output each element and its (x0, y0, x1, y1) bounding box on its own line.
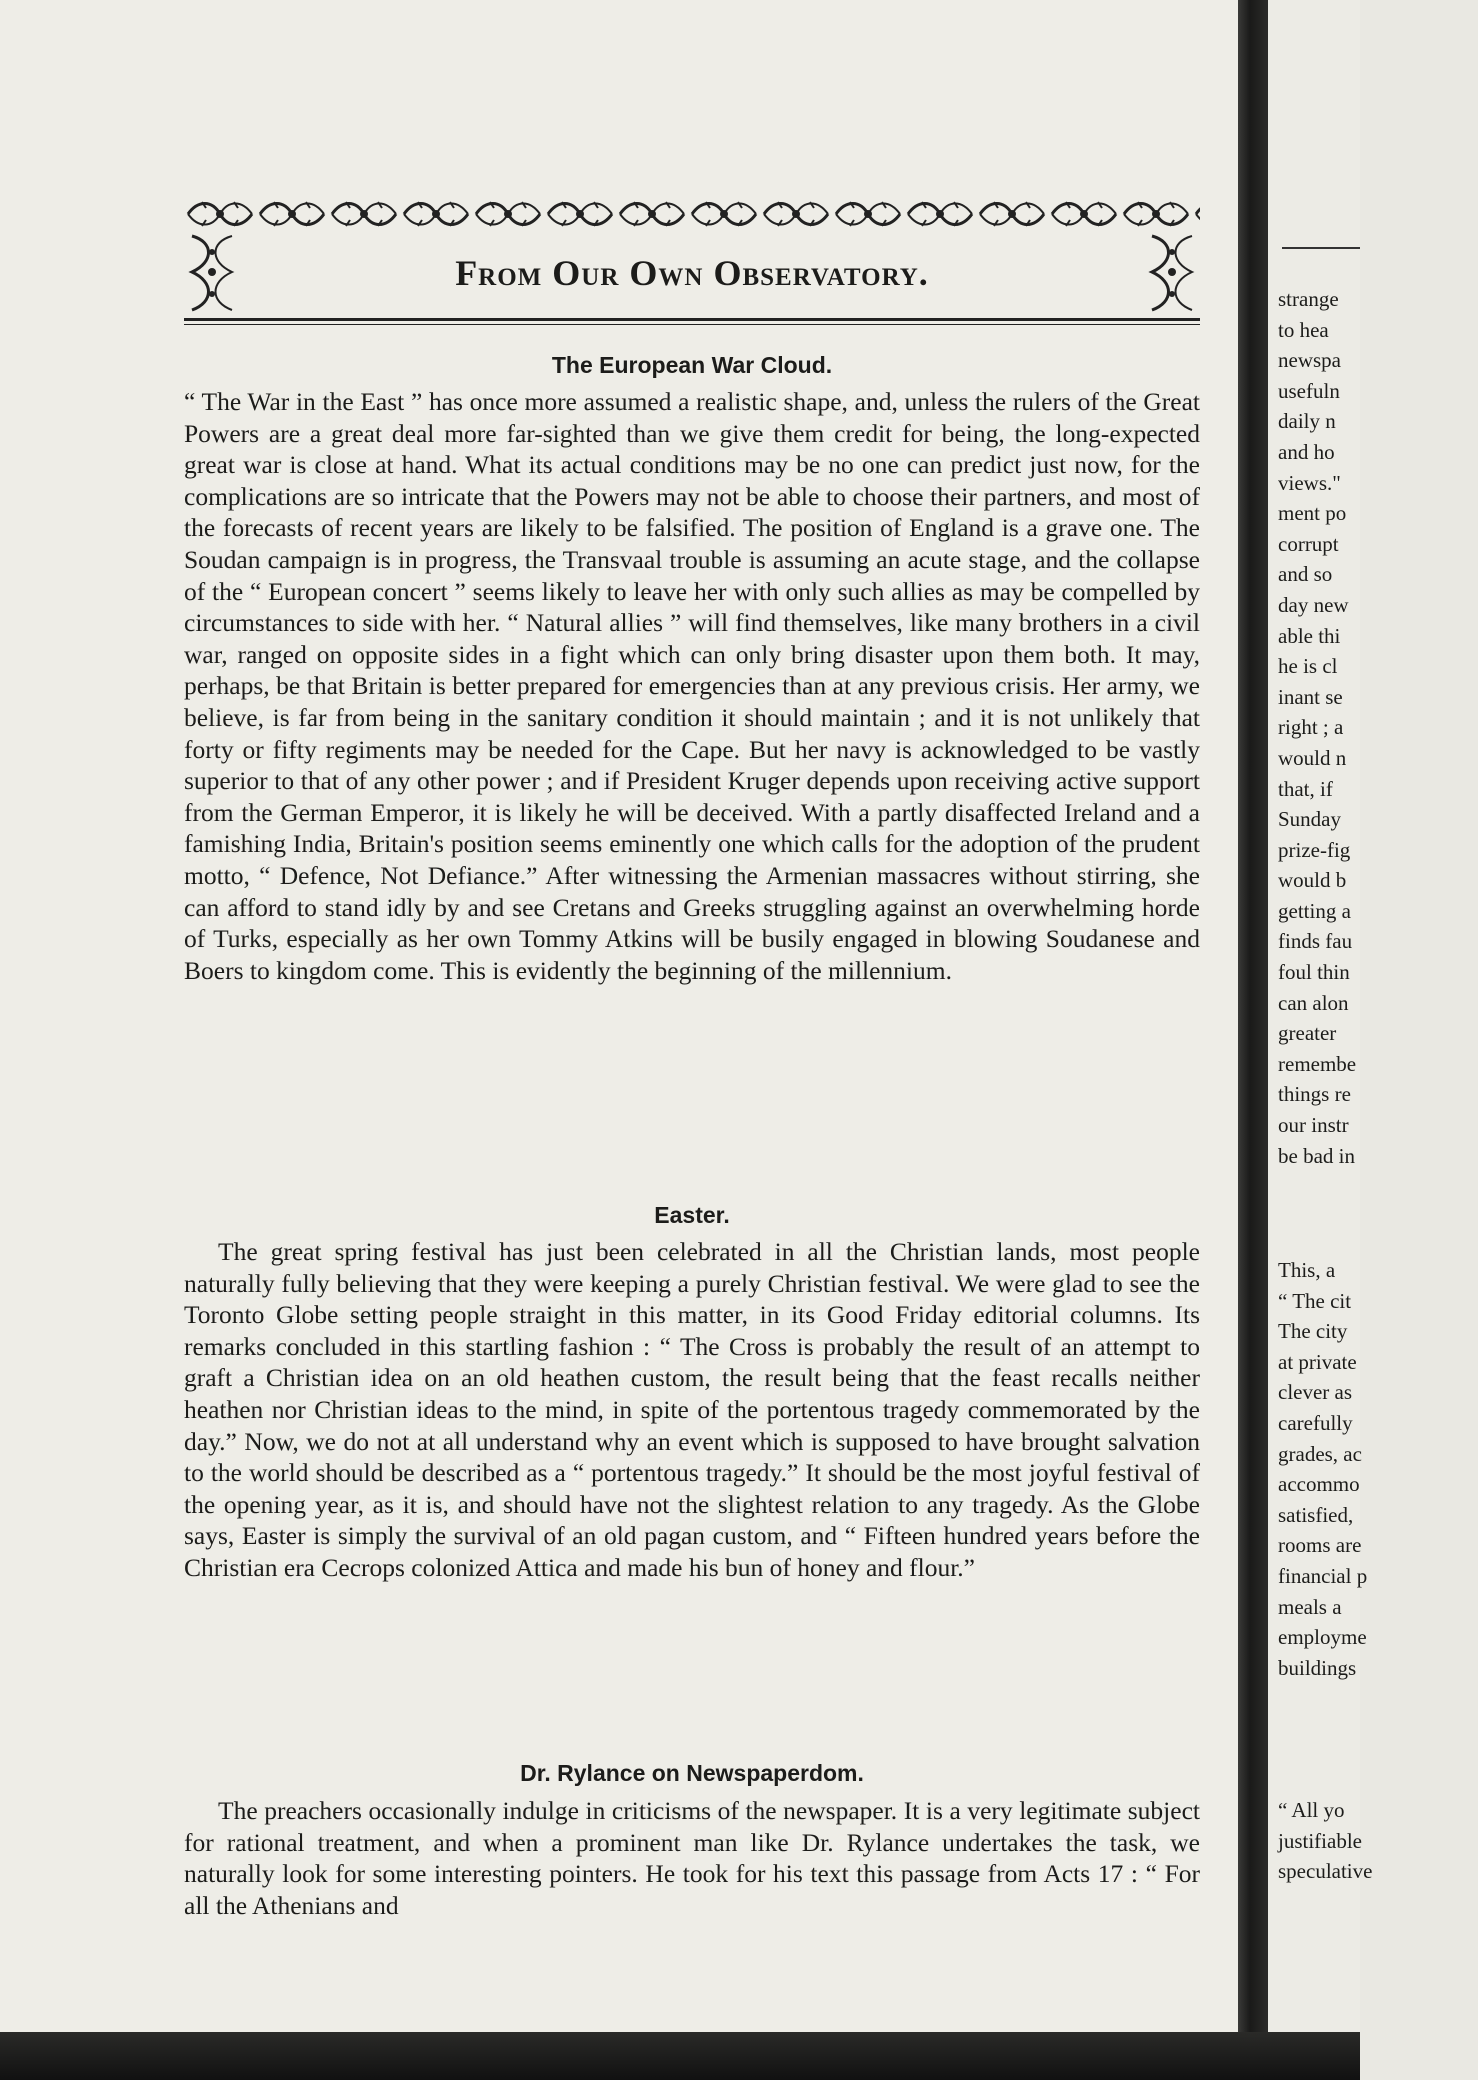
right-page-line: greater (1278, 1021, 1337, 1046)
section-heading-easter: Easter. (654, 1202, 730, 1228)
right-page-line: finds fau (1278, 929, 1353, 954)
paragraph: The great spring festival has just been celebrated in all the Christian lands, most people naturally fully believing that they were keeping a purely Christian festival. We were glad to see the Toronto Globe setting people straight in this matter, in its Good Friday editorial columns. Its remarks concluded in this startling fashion : “ The Cross is probably the result of an attempt to graft a Christian idea on an old heathen custom, the result being that the feast recalls neither heathen nor Christian ideas to the mind, in spite of the portentous tragedy commemorated by the day.” Now, we do not at all understand why an event which is supposed to have brought salvation to the world should be described as a “ portentous tragedy.” It should be the most joyful festival of the opening year, as it is, and should have not the slightest relation to any tragedy. As the Globe says, Easter is simply the survival of an old pagan custom, and “ Fifteen hundred years before the Christian era Cecrops colonized Attica and made his bun of honey and flour.” (184, 1237, 1200, 1582)
book-spine (1238, 0, 1268, 2080)
right-page-line: things re (1278, 1082, 1351, 1107)
right-page-rule (1282, 247, 1360, 249)
header-rule (184, 318, 1200, 321)
right-page-line: daily n (1278, 409, 1336, 434)
article-paragraph-war-cloud (184, 386, 1200, 986)
article-paragraph-rylance (184, 1795, 1200, 1921)
right-page-line: foul thin (1278, 960, 1350, 985)
right-page-line: can alon (1278, 990, 1349, 1015)
paragraph: The preachers occasionally indulge in criticisms of the newspaper. It is a very legitimate subject for rational treatment, and when a prominent man like Dr. Rylance undertakes the task, we naturally look for some interesting pointers. He took for his text this passage from Acts 17 : “ For all the Athenians and (184, 1796, 1200, 1920)
right-page-line: day new (1278, 592, 1349, 617)
right-page-line: usefuln (1278, 378, 1340, 403)
right-page-line: getting a (1278, 898, 1351, 923)
section-heading-rylance: Dr. Rylance on Newspaperdom. (520, 1760, 864, 1786)
section-heading-war-cloud: The European War Cloud. (551, 352, 833, 378)
right-page-line: speculative (1278, 1859, 1373, 1884)
right-page-line: rooms are (1278, 1533, 1362, 1558)
right-page-line: justifiable (1278, 1828, 1362, 1853)
right-page-line: inant se (1278, 684, 1343, 709)
right-page-line: views." (1278, 470, 1341, 495)
right-page-line: employme (1278, 1625, 1367, 1650)
right-page-line: carefully (1278, 1410, 1353, 1435)
right-page-line: be bad in (1278, 1143, 1355, 1168)
right-page-line: our instr (1278, 1113, 1349, 1138)
right-page-line: ment po (1278, 501, 1347, 526)
right-page-text-block-2 (1278, 1255, 1478, 1683)
right-page-line: to hea (1278, 317, 1329, 342)
right-page-line: and ho (1278, 439, 1335, 464)
right-page-line: that, if (1278, 776, 1333, 801)
right-page-line: This, a (1278, 1258, 1336, 1282)
right-page-line: would n (1278, 745, 1347, 770)
right-page-line: at private (1278, 1349, 1357, 1374)
right-page-line: he is cl (1278, 654, 1338, 679)
right-page-line: able thi (1278, 623, 1341, 648)
right-page-line: “ The cit (1278, 1288, 1352, 1313)
page-title: From Our Own Observatory. (455, 253, 929, 293)
article-paragraph-easter (184, 1236, 1200, 1584)
right-page-line: corrupt (1278, 531, 1339, 556)
right-page-edge (1268, 0, 1373, 2080)
right-page-line: Sunday (1278, 807, 1341, 832)
right-page-line: and so (1278, 562, 1333, 587)
paragraph: “ The War in the East ” has once more assumed a realistic shape, and, unless the rulers of the Great Powers are a great deal more far-sighted than we give them credit for being, the long-expected great war is close at hand. What its actual conditions may be no one can predict just now, for the complications are so intricate that the Powers may not be able to choose their partners, and most of the forecasts of recent years are likely to be falsified. The position of England is a grave one. The Soudan campaign is in progress, the Transvaal trouble is assuming an acute stage, and the collapse of the “ European concert ” seems likely to leave her with only such allies as may be compelled by circumstances to side with her. “ Natural allies ” will find themselves, like many brothers in a civil war, ranged on opposite sides in a fight which can only bring disaster upon them both. It may, perhaps, be that Britain is better prepared for emergencies than at any previous crisis. Her army, we believe, is far from being in the sanitary condition it should maintain ; and it is not unlikely that forty or fifty regiments may be needed for the Cape. But her navy is acknowledged to be vastly superior to that of any other power ; and if President Kruger depends upon receiving active support from the German Emperor, it is likely he will be deceived. With a partly disaffected Ireland and a famishing India, Britain's position seems eminently one which calls for the adoption of the prudent motto, “ Defence, Not Defiance.” After witnessing the Armenian massacres without stirring, she can afford to stand idly by and see Cretans and Greeks struggling against an overwhelming horde of Turks, especially as her own Tommy Atkins will be busily engaged in blowing Soudanese and Boers to kingdom come. This is evidently the beginning of the millennium. (184, 387, 1200, 985)
section-header (184, 196, 1200, 328)
right-page-line: buildings (1278, 1655, 1357, 1680)
right-page-line: remembe (1278, 1051, 1357, 1076)
right-page-line: financial p (1278, 1563, 1368, 1588)
right-page-text-block-1 (1278, 284, 1478, 1171)
right-page-line: clever as (1278, 1380, 1353, 1405)
right-page-line: “ All yo (1278, 1798, 1345, 1822)
right-page-line: satisfied, (1278, 1502, 1354, 1527)
right-page-line: grades, ac (1278, 1441, 1362, 1466)
right-page-line: accommo (1278, 1472, 1360, 1497)
header-rule-thin (184, 324, 1200, 325)
right-page-line: right ; a (1278, 715, 1344, 740)
right-page-text-block-3 (1278, 1795, 1478, 1887)
ornamental-border-icon (184, 196, 1200, 232)
book-bottom-edge (0, 2032, 1360, 2080)
right-page-line: strange (1278, 287, 1339, 311)
right-page-line: would b (1278, 868, 1347, 893)
right-page-line: meals a (1278, 1594, 1342, 1619)
right-page-line: prize-fig (1278, 837, 1351, 862)
right-page-line: The city (1278, 1319, 1348, 1344)
right-page-line: newspa (1278, 348, 1341, 373)
